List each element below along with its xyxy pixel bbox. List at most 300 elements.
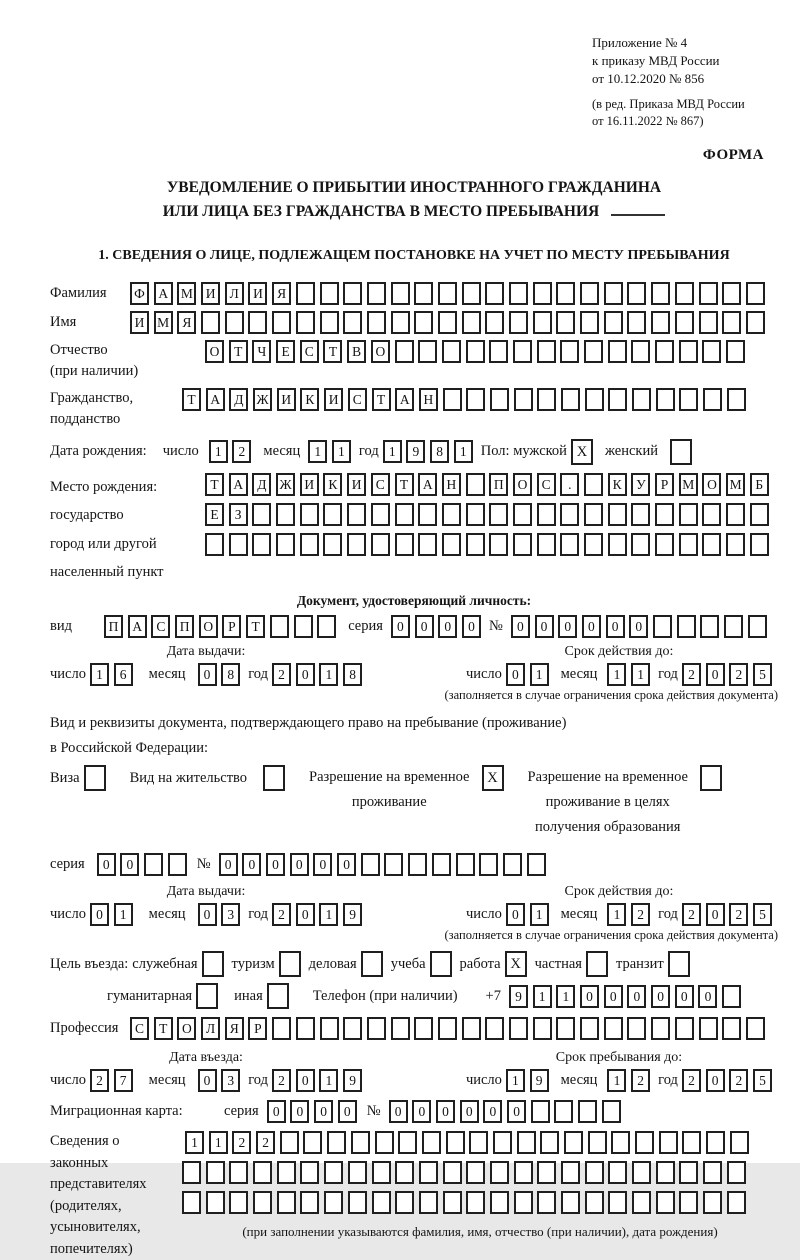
- patronymic-cell[interactable]: [466, 340, 485, 363]
- identity-number-cell[interactable]: [700, 615, 719, 638]
- representatives-cell[interactable]: [348, 1191, 367, 1214]
- birth-place-cell[interactable]: [276, 533, 295, 556]
- citizenship-cell[interactable]: [537, 388, 556, 411]
- identity-kind-cell[interactable]: [294, 615, 313, 638]
- birth-place-cell[interactable]: [323, 503, 342, 526]
- patronymic-cell[interactable]: Т: [229, 340, 248, 363]
- citizenship-cell[interactable]: [703, 388, 722, 411]
- birth-year-cell[interactable]: 9: [406, 440, 425, 463]
- birth-place-cell[interactable]: [371, 503, 390, 526]
- identity-issue-year-cell[interactable]: 8: [343, 663, 362, 686]
- birth-place-cell[interactable]: С: [537, 473, 556, 496]
- representatives-cell[interactable]: [608, 1161, 627, 1184]
- residence-valid-year-cell[interactable]: 5: [753, 903, 772, 926]
- given-name-cell[interactable]: Я: [177, 311, 196, 334]
- surname-cell[interactable]: [462, 282, 481, 305]
- representatives-cell[interactable]: 2: [256, 1131, 275, 1154]
- phone-cell[interactable]: 9: [509, 985, 528, 1008]
- patronymic-cell[interactable]: [702, 340, 721, 363]
- identity-series-cell[interactable]: 0: [415, 615, 434, 638]
- patronymic-cell[interactable]: О: [205, 340, 224, 363]
- birth-place-cell[interactable]: Т: [395, 473, 414, 496]
- profession-cell[interactable]: Я: [225, 1017, 244, 1040]
- migration-number-cell[interactable]: 0: [389, 1100, 408, 1123]
- birth-place-cell[interactable]: [395, 503, 414, 526]
- birth-place-cell[interactable]: [726, 503, 745, 526]
- phone-cell[interactable]: 0: [627, 985, 646, 1008]
- phone-cell[interactable]: 0: [675, 985, 694, 1008]
- residence-number-cell[interactable]: [479, 853, 498, 876]
- representatives-cell[interactable]: [727, 1191, 746, 1214]
- surname-cell[interactable]: [675, 282, 694, 305]
- birth-year-cell[interactable]: 8: [430, 440, 449, 463]
- surname-cell[interactable]: [556, 282, 575, 305]
- residence-series-cell[interactable]: [144, 853, 163, 876]
- representatives-cell[interactable]: [679, 1161, 698, 1184]
- migration-number-cell[interactable]: 0: [483, 1100, 502, 1123]
- residence-valid-year-cell[interactable]: 0: [706, 903, 725, 926]
- stay-day-cell[interactable]: 9: [530, 1069, 549, 1092]
- patronymic-cell[interactable]: [608, 340, 627, 363]
- representatives-cell[interactable]: [324, 1161, 343, 1184]
- phone-cell[interactable]: 1: [556, 985, 575, 1008]
- birth-place-cell[interactable]: [229, 533, 248, 556]
- profession-cell[interactable]: [556, 1017, 575, 1040]
- identity-kind-cell[interactable]: Р: [222, 615, 241, 638]
- representatives-cell[interactable]: [372, 1191, 391, 1214]
- birth-place-cell[interactable]: [631, 533, 650, 556]
- identity-number-cell[interactable]: 0: [535, 615, 554, 638]
- identity-kind-cell[interactable]: А: [128, 615, 147, 638]
- residence-number-cell[interactable]: [503, 853, 522, 876]
- birth-place-cell[interactable]: Б: [750, 473, 769, 496]
- profession-cell[interactable]: [604, 1017, 623, 1040]
- citizenship-cell[interactable]: [585, 388, 604, 411]
- birth-place-cell[interactable]: [560, 533, 579, 556]
- profession-cell[interactable]: [533, 1017, 552, 1040]
- birth-place-cell[interactable]: [537, 503, 556, 526]
- profession-cell[interactable]: Л: [201, 1017, 220, 1040]
- representatives-cell[interactable]: [656, 1161, 675, 1184]
- migration-number-cell[interactable]: [578, 1100, 597, 1123]
- profession-cell[interactable]: [722, 1017, 741, 1040]
- purpose-humanitarian-checkbox[interactable]: [196, 983, 218, 1009]
- representatives-cell[interactable]: [537, 1161, 556, 1184]
- entry-year-cell[interactable]: 1: [319, 1069, 338, 1092]
- representatives-cell[interactable]: [517, 1131, 536, 1154]
- identity-series-cell[interactable]: 0: [438, 615, 457, 638]
- representatives-cell[interactable]: [206, 1161, 225, 1184]
- surname-cell[interactable]: [533, 282, 552, 305]
- birth-place-cell[interactable]: [513, 503, 532, 526]
- birth-place-cell[interactable]: [300, 533, 319, 556]
- representatives-cell[interactable]: [300, 1191, 319, 1214]
- given-name-cell[interactable]: [509, 311, 528, 334]
- representatives-cell[interactable]: [398, 1131, 417, 1154]
- visa-checkbox[interactable]: [84, 765, 106, 791]
- patronymic-cell[interactable]: В: [347, 340, 366, 363]
- stay-year-cell[interactable]: 0: [706, 1069, 725, 1092]
- patronymic-cell[interactable]: Ч: [252, 340, 271, 363]
- representatives-cell[interactable]: [229, 1161, 248, 1184]
- birth-place-cell[interactable]: [347, 533, 366, 556]
- surname-cell[interactable]: [367, 282, 386, 305]
- representatives-cell[interactable]: [706, 1131, 725, 1154]
- citizenship-cell[interactable]: А: [395, 388, 414, 411]
- representatives-cell[interactable]: [395, 1191, 414, 1214]
- birth-place-cell[interactable]: [300, 503, 319, 526]
- residence-series-cell[interactable]: 0: [97, 853, 116, 876]
- identity-valid-year-cell[interactable]: 5: [753, 663, 772, 686]
- citizenship-cell[interactable]: И: [277, 388, 296, 411]
- birth-place-cell[interactable]: .: [560, 473, 579, 496]
- citizenship-cell[interactable]: Н: [419, 388, 438, 411]
- patronymic-cell[interactable]: Т: [323, 340, 342, 363]
- identity-series-cell[interactable]: 0: [391, 615, 410, 638]
- representatives-cell[interactable]: [585, 1191, 604, 1214]
- patronymic-cell[interactable]: [655, 340, 674, 363]
- identity-valid-year-cell[interactable]: 2: [682, 663, 701, 686]
- representatives-cell[interactable]: [588, 1131, 607, 1154]
- birth-place-cell[interactable]: [466, 503, 485, 526]
- phone-cell[interactable]: 1: [533, 985, 552, 1008]
- citizenship-cell[interactable]: [466, 388, 485, 411]
- representatives-cell[interactable]: [182, 1191, 201, 1214]
- birth-place-cell[interactable]: [395, 533, 414, 556]
- patronymic-cell[interactable]: [489, 340, 508, 363]
- surname-cell[interactable]: [485, 282, 504, 305]
- patronymic-cell[interactable]: [442, 340, 461, 363]
- birth-place-cell[interactable]: [276, 503, 295, 526]
- residence-number-cell[interactable]: 0: [337, 853, 356, 876]
- representatives-cell[interactable]: [253, 1191, 272, 1214]
- identity-number-cell[interactable]: 0: [629, 615, 648, 638]
- birth-place-cell[interactable]: [371, 533, 390, 556]
- representatives-cell[interactable]: [300, 1161, 319, 1184]
- stay-year-cell[interactable]: 5: [753, 1069, 772, 1092]
- surname-cell[interactable]: [414, 282, 433, 305]
- residence-number-cell[interactable]: [384, 853, 403, 876]
- birth-place-cell[interactable]: Т: [205, 473, 224, 496]
- surname-cell[interactable]: [746, 282, 765, 305]
- purpose-other-checkbox[interactable]: [267, 983, 289, 1009]
- representatives-cell[interactable]: [608, 1191, 627, 1214]
- birth-place-cell[interactable]: У: [631, 473, 650, 496]
- phone-cell[interactable]: 0: [604, 985, 623, 1008]
- given-name-cell[interactable]: [438, 311, 457, 334]
- birth-place-cell[interactable]: [750, 533, 769, 556]
- representatives-cell[interactable]: 2: [232, 1131, 251, 1154]
- birth-place-cell[interactable]: [584, 473, 603, 496]
- birth-place-cell[interactable]: [205, 533, 224, 556]
- citizenship-cell[interactable]: К: [300, 388, 319, 411]
- citizenship-cell[interactable]: Т: [182, 388, 201, 411]
- migration-number-cell[interactable]: 0: [436, 1100, 455, 1123]
- representatives-cell[interactable]: [277, 1191, 296, 1214]
- representatives-cell[interactable]: [540, 1131, 559, 1154]
- residence-issue-day-cell[interactable]: 0: [90, 903, 109, 926]
- birth-place-cell[interactable]: Е: [205, 503, 224, 526]
- profession-cell[interactable]: [509, 1017, 528, 1040]
- residence-valid-year-cell[interactable]: 2: [729, 903, 748, 926]
- birth-place-cell[interactable]: [560, 503, 579, 526]
- birth-place-cell[interactable]: З: [229, 503, 248, 526]
- entry-month-cell[interactable]: 0: [198, 1069, 217, 1092]
- surname-cell[interactable]: Ф: [130, 282, 149, 305]
- profession-cell[interactable]: [414, 1017, 433, 1040]
- given-name-cell[interactable]: [201, 311, 220, 334]
- birth-day-cell[interactable]: 2: [232, 440, 251, 463]
- representatives-cell[interactable]: [280, 1131, 299, 1154]
- representatives-cell[interactable]: [324, 1191, 343, 1214]
- surname-cell[interactable]: [604, 282, 623, 305]
- purpose-transit-checkbox[interactable]: [668, 951, 690, 977]
- profession-cell[interactable]: [272, 1017, 291, 1040]
- profession-cell[interactable]: [485, 1017, 504, 1040]
- phone-cell[interactable]: 0: [580, 985, 599, 1008]
- profession-cell[interactable]: [343, 1017, 362, 1040]
- birth-place-cell[interactable]: [323, 533, 342, 556]
- residence-number-cell[interactable]: [408, 853, 427, 876]
- identity-valid-day-cell[interactable]: 0: [506, 663, 525, 686]
- representatives-cell[interactable]: [372, 1161, 391, 1184]
- representatives-cell[interactable]: [682, 1131, 701, 1154]
- representatives-cell[interactable]: [446, 1131, 465, 1154]
- representatives-cell[interactable]: [561, 1191, 580, 1214]
- patronymic-cell[interactable]: [726, 340, 745, 363]
- representatives-cell[interactable]: [537, 1191, 556, 1214]
- residence-issue-year-cell[interactable]: 9: [343, 903, 362, 926]
- representatives-cell[interactable]: [303, 1131, 322, 1154]
- birth-place-cell[interactable]: [442, 533, 461, 556]
- given-name-cell[interactable]: [533, 311, 552, 334]
- patronymic-cell[interactable]: [395, 340, 414, 363]
- sex-female-checkbox[interactable]: [670, 439, 692, 465]
- representatives-cell[interactable]: [419, 1191, 438, 1214]
- representatives-cell[interactable]: [348, 1161, 367, 1184]
- given-name-cell[interactable]: [580, 311, 599, 334]
- phone-cell[interactable]: [722, 985, 741, 1008]
- citizenship-cell[interactable]: Д: [229, 388, 248, 411]
- birth-year-cell[interactable]: 1: [383, 440, 402, 463]
- birth-place-cell[interactable]: [466, 533, 485, 556]
- migration-number-cell[interactable]: [531, 1100, 550, 1123]
- profession-cell[interactable]: С: [130, 1017, 149, 1040]
- given-name-cell[interactable]: [296, 311, 315, 334]
- phone-cell[interactable]: 0: [698, 985, 717, 1008]
- representatives-cell[interactable]: [514, 1191, 533, 1214]
- birth-place-cell[interactable]: [442, 503, 461, 526]
- identity-valid-day-cell[interactable]: 1: [530, 663, 549, 686]
- surname-cell[interactable]: [320, 282, 339, 305]
- representatives-cell[interactable]: [443, 1191, 462, 1214]
- representatives-cell[interactable]: [395, 1161, 414, 1184]
- given-name-cell[interactable]: М: [154, 311, 173, 334]
- citizenship-cell[interactable]: [514, 388, 533, 411]
- birth-day-cell[interactable]: 1: [209, 440, 228, 463]
- purpose-tourism-checkbox[interactable]: [279, 951, 301, 977]
- citizenship-cell[interactable]: [727, 388, 746, 411]
- residence-issue-year-cell[interactable]: 1: [319, 903, 338, 926]
- representatives-cell[interactable]: [466, 1191, 485, 1214]
- migration-series-cell[interactable]: 0: [338, 1100, 357, 1123]
- birth-place-cell[interactable]: [347, 503, 366, 526]
- given-name-cell[interactable]: [699, 311, 718, 334]
- identity-number-cell[interactable]: 0: [511, 615, 530, 638]
- surname-cell[interactable]: [343, 282, 362, 305]
- patronymic-cell[interactable]: [418, 340, 437, 363]
- residence-number-cell[interactable]: [361, 853, 380, 876]
- residence-number-cell[interactable]: 0: [242, 853, 261, 876]
- purpose-business-checkbox[interactable]: [361, 951, 383, 977]
- representatives-cell[interactable]: [229, 1191, 248, 1214]
- residence-number-cell[interactable]: 0: [313, 853, 332, 876]
- identity-number-cell[interactable]: [677, 615, 696, 638]
- given-name-cell[interactable]: [414, 311, 433, 334]
- given-name-cell[interactable]: [627, 311, 646, 334]
- entry-day-cell[interactable]: 2: [90, 1069, 109, 1092]
- birth-place-cell[interactable]: Р: [655, 473, 674, 496]
- representatives-cell[interactable]: [469, 1131, 488, 1154]
- representatives-cell[interactable]: [564, 1131, 583, 1154]
- representatives-cell[interactable]: [327, 1131, 346, 1154]
- birth-place-cell[interactable]: [679, 533, 698, 556]
- surname-cell[interactable]: [296, 282, 315, 305]
- birth-place-cell[interactable]: О: [702, 473, 721, 496]
- citizenship-cell[interactable]: Ж: [253, 388, 272, 411]
- profession-cell[interactable]: Р: [248, 1017, 267, 1040]
- identity-kind-cell[interactable]: О: [199, 615, 218, 638]
- surname-cell[interactable]: И: [248, 282, 267, 305]
- identity-number-cell[interactable]: [748, 615, 767, 638]
- profession-cell[interactable]: [580, 1017, 599, 1040]
- representatives-cell[interactable]: [632, 1161, 651, 1184]
- identity-issue-month-cell[interactable]: 0: [198, 663, 217, 686]
- migration-number-cell[interactable]: [554, 1100, 573, 1123]
- birth-month-cell[interactable]: 1: [332, 440, 351, 463]
- birth-month-cell[interactable]: 1: [308, 440, 327, 463]
- surname-cell[interactable]: [438, 282, 457, 305]
- identity-issue-day-cell[interactable]: 1: [90, 663, 109, 686]
- representatives-cell[interactable]: [561, 1161, 580, 1184]
- surname-cell[interactable]: [509, 282, 528, 305]
- residence-valid-month-cell[interactable]: 1: [607, 903, 626, 926]
- patronymic-cell[interactable]: С: [300, 340, 319, 363]
- entry-year-cell[interactable]: 0: [296, 1069, 315, 1092]
- purpose-private-checkbox[interactable]: [586, 951, 608, 977]
- identity-kind-cell[interactable]: Т: [246, 615, 265, 638]
- rvp-checkbox[interactable]: X: [482, 765, 504, 791]
- surname-cell[interactable]: А: [154, 282, 173, 305]
- residence-number-cell[interactable]: [527, 853, 546, 876]
- birth-place-cell[interactable]: [702, 503, 721, 526]
- representatives-cell[interactable]: [659, 1131, 678, 1154]
- profession-cell[interactable]: [699, 1017, 718, 1040]
- birth-place-cell[interactable]: Д: [252, 473, 271, 496]
- birth-place-cell[interactable]: А: [418, 473, 437, 496]
- given-name-cell[interactable]: [651, 311, 670, 334]
- birth-place-cell[interactable]: [631, 503, 650, 526]
- identity-valid-year-cell[interactable]: 0: [706, 663, 725, 686]
- citizenship-cell[interactable]: [608, 388, 627, 411]
- entry-month-cell[interactable]: 3: [221, 1069, 240, 1092]
- profession-cell[interactable]: [438, 1017, 457, 1040]
- representatives-cell[interactable]: [730, 1131, 749, 1154]
- representatives-cell[interactable]: [182, 1161, 201, 1184]
- residence-number-cell[interactable]: 0: [290, 853, 309, 876]
- identity-kind-cell[interactable]: П: [175, 615, 194, 638]
- profession-cell[interactable]: [367, 1017, 386, 1040]
- representatives-cell[interactable]: [490, 1191, 509, 1214]
- stay-year-cell[interactable]: 2: [729, 1069, 748, 1092]
- identity-number-cell[interactable]: 0: [606, 615, 625, 638]
- given-name-cell[interactable]: [556, 311, 575, 334]
- representatives-cell[interactable]: [351, 1131, 370, 1154]
- entry-day-cell[interactable]: 7: [114, 1069, 133, 1092]
- birth-place-cell[interactable]: [466, 473, 485, 496]
- surname-cell[interactable]: М: [177, 282, 196, 305]
- residence-series-cell[interactable]: [168, 853, 187, 876]
- given-name-cell[interactable]: [391, 311, 410, 334]
- citizenship-cell[interactable]: [656, 388, 675, 411]
- representatives-cell[interactable]: [375, 1131, 394, 1154]
- citizenship-cell[interactable]: Т: [372, 388, 391, 411]
- representatives-cell[interactable]: [611, 1131, 630, 1154]
- representatives-cell[interactable]: [443, 1161, 462, 1184]
- sex-male-checkbox[interactable]: X: [571, 439, 593, 465]
- given-name-cell[interactable]: [343, 311, 362, 334]
- identity-issue-month-cell[interactable]: 8: [221, 663, 240, 686]
- patronymic-cell[interactable]: [631, 340, 650, 363]
- identity-number-cell[interactable]: 0: [582, 615, 601, 638]
- entry-year-cell[interactable]: 9: [343, 1069, 362, 1092]
- representatives-cell[interactable]: [632, 1191, 651, 1214]
- given-name-cell[interactable]: [604, 311, 623, 334]
- given-name-cell[interactable]: [462, 311, 481, 334]
- surname-cell[interactable]: [651, 282, 670, 305]
- representatives-cell[interactable]: [727, 1161, 746, 1184]
- stay-month-cell[interactable]: 2: [631, 1069, 650, 1092]
- patronymic-cell[interactable]: [513, 340, 532, 363]
- representatives-cell[interactable]: [703, 1161, 722, 1184]
- birth-place-cell[interactable]: [679, 503, 698, 526]
- birth-place-cell[interactable]: К: [323, 473, 342, 496]
- given-name-cell[interactable]: [272, 311, 291, 334]
- representatives-cell[interactable]: [490, 1161, 509, 1184]
- profession-cell[interactable]: О: [177, 1017, 196, 1040]
- residence-issue-month-cell[interactable]: 0: [198, 903, 217, 926]
- birth-place-cell[interactable]: [655, 533, 674, 556]
- birth-place-cell[interactable]: [489, 503, 508, 526]
- citizenship-cell[interactable]: А: [206, 388, 225, 411]
- identity-kind-cell[interactable]: [317, 615, 336, 638]
- birth-place-cell[interactable]: [252, 503, 271, 526]
- profession-cell[interactable]: [296, 1017, 315, 1040]
- citizenship-cell[interactable]: С: [348, 388, 367, 411]
- birth-place-cell[interactable]: [489, 533, 508, 556]
- representatives-cell[interactable]: [253, 1161, 272, 1184]
- stay-day-cell[interactable]: 1: [506, 1069, 525, 1092]
- identity-valid-month-cell[interactable]: 1: [631, 663, 650, 686]
- identity-number-cell[interactable]: [653, 615, 672, 638]
- profession-cell[interactable]: [391, 1017, 410, 1040]
- purpose-official-checkbox[interactable]: [202, 951, 224, 977]
- profession-cell[interactable]: [320, 1017, 339, 1040]
- identity-issue-year-cell[interactable]: 2: [272, 663, 291, 686]
- birth-place-cell[interactable]: [655, 503, 674, 526]
- migration-number-cell[interactable]: 0: [412, 1100, 431, 1123]
- residence-valid-month-cell[interactable]: 2: [631, 903, 650, 926]
